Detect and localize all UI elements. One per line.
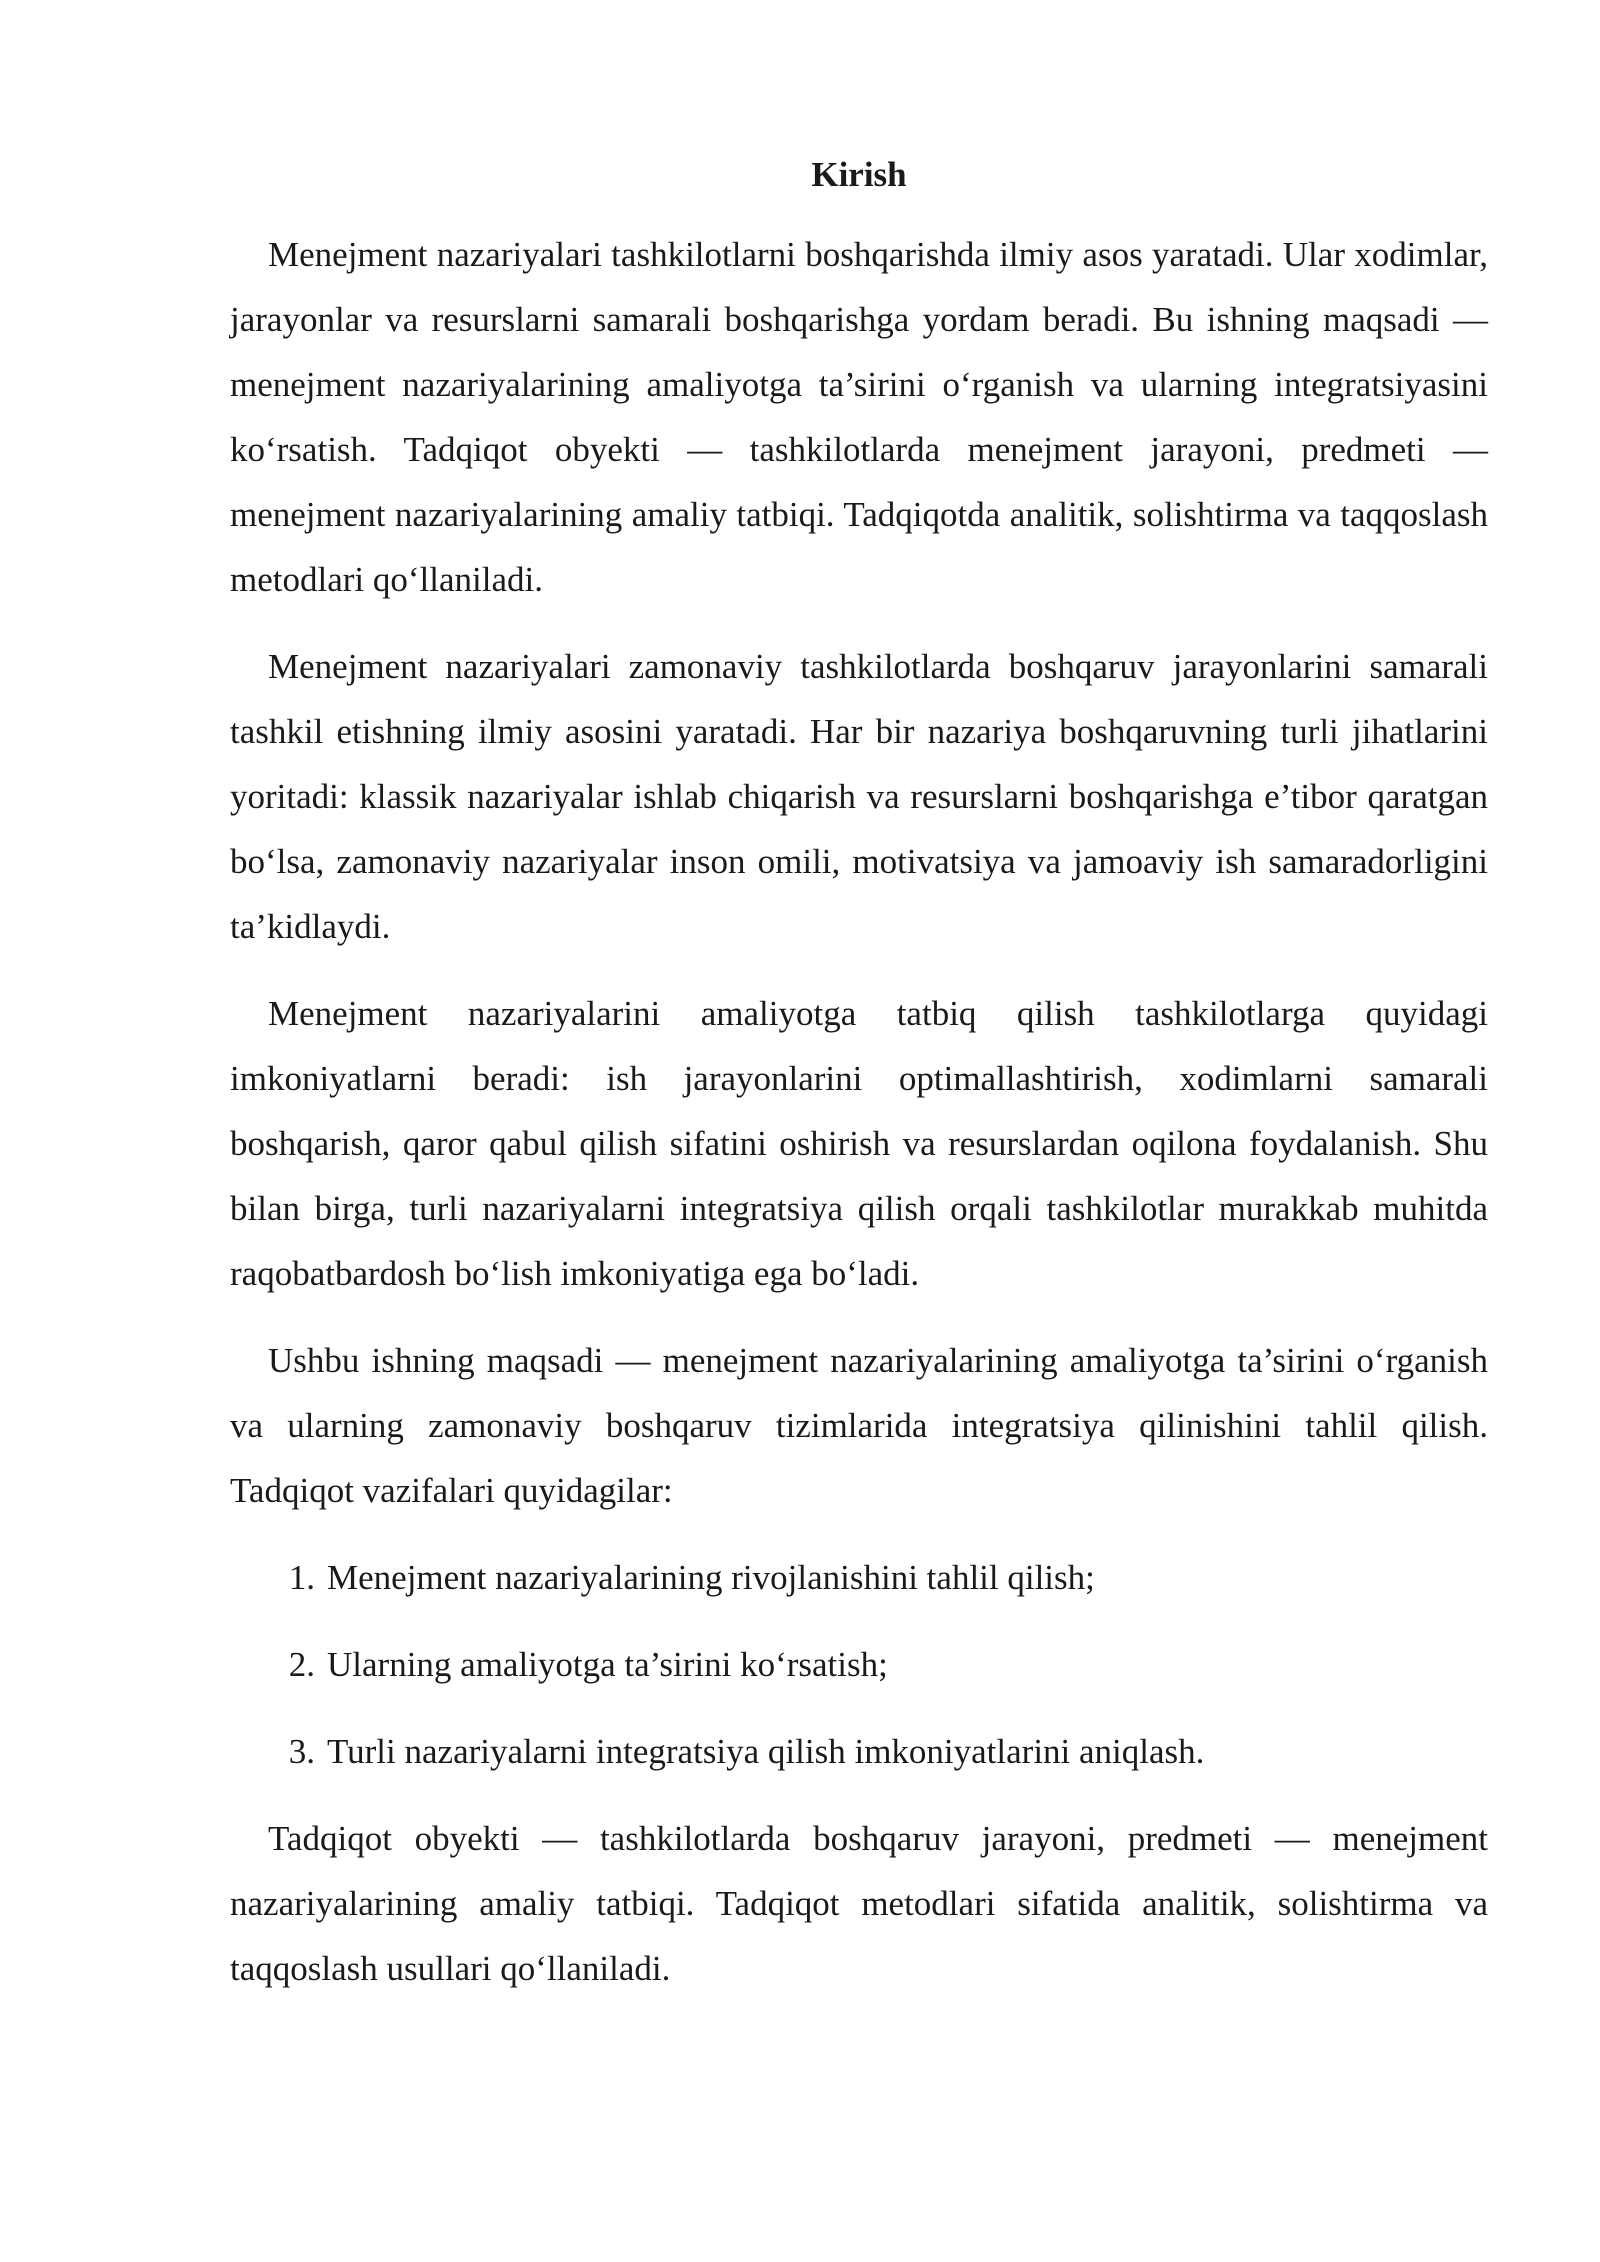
- paragraph-goal: Ushbu ishning maqsadi — menejment nazariyalarining amaliyotga ta’sirini o‘rganish va ularning zamonaviy boshqaruv tizimlarida integratsiya qilinishini tahlil qilish. Tadqiqot vazifalari quyidagilar:: [230, 1341, 1488, 1510]
- list-item: [230, 1632, 1488, 1697]
- list-item: [230, 1545, 1488, 1610]
- paragraph-theories: Menejment nazariyalari zamonaviy tashkilotlarda boshqaruv jarayonlarini samarali tashkil etishning ilmiy asosini yaratadi. Har bir nazariya boshqaruvning turli jihatlarini yoritadi: klassik nazariyalar ishlab chiqarish va resurslarni boshqarishga e’tibor qaratgan bo‘lsa, zamonaviy nazariyalar inson omili, motivatsiya va jamoaviy ish samaradorligini ta’kidlaydi.: [230, 647, 1488, 946]
- section-title: Kirish: [811, 155, 907, 194]
- list-item-text: Menejment nazariyalarining rivojlanishini tahlil qilish;: [327, 1558, 1095, 1597]
- paragraph-intro: Menejment nazariyalari tashkilotlarni boshqarishda ilmiy asos yaratadi. Ular xodimlar, jarayonlar va resurslarni samarali boshqarishga yordam beradi. Bu ishning maqsadi — menejment nazariyalarining amaliyotga ta’sirini o‘rganish va ularning integratsiyasini ko‘rsatish. Tadqiqot obyekti — tashkilotlarda menejment jarayoni, predmeti — menejment nazariyalarining amaliy tatbiqi. Tadqiqotda analitik, solishtirma va taqqoslash metodlari qo‘llaniladi.: [230, 235, 1488, 599]
- paragraph-closing: Tadqiqot obyekti — tashkilotlarda boshqaruv jarayoni, predmeti — menejment nazariyalarining amaliy tatbiqi. Tadqiqot metodlari sifatida analitik, solishtirma va taqqoslash usullari qo‘llaniladi.: [230, 1819, 1488, 1988]
- list-item: [230, 1719, 1488, 1784]
- list-item-number: 3.: [288, 1732, 315, 1771]
- list-item-text: Turli nazariyalarni integratsiya qilish imkoniyatlarini aniqlash.: [327, 1732, 1205, 1771]
- list-item-number: 2.: [288, 1645, 315, 1684]
- document-body: [230, 150, 1488, 2023]
- paragraph-application: Menejment nazariyalarini amaliyotga tatbiq qilish tashkilotlarga quyidagi imkoniyatlarni beradi: ish jarayonlarini optimallashtirish, xodimlarni samarali boshqarish, qaror qabul qilish sifatini oshirish va resurslardan oqilona foydalanish. Shu bilan birga, turli nazariyalarni integratsiya qilish orqali tashkilotlar murakkab muhitda raqobatbardosh bo‘lish imkoniyatiga ega bo‘ladi.: [230, 994, 1488, 1293]
- task-list: [230, 1545, 1488, 1784]
- list-item-text: Ularning amaliyotga ta’sirini ko‘rsatish;: [327, 1645, 888, 1684]
- list-item-number: 1.: [288, 1558, 315, 1597]
